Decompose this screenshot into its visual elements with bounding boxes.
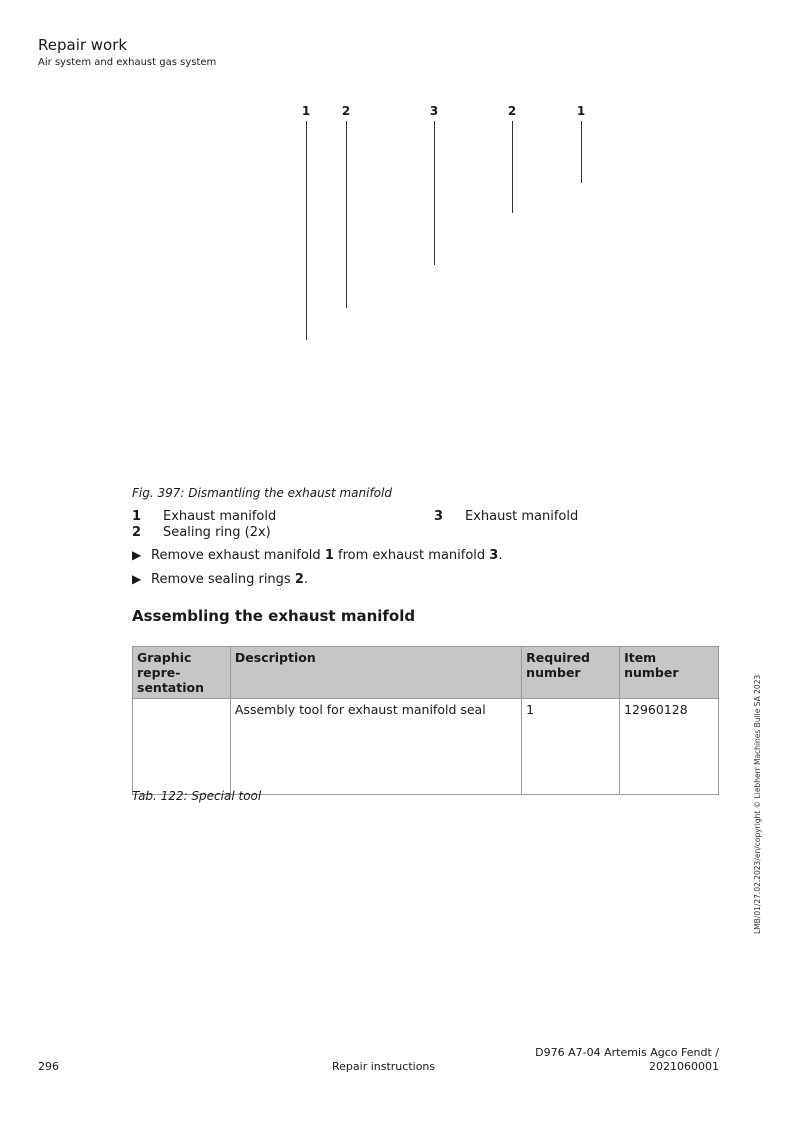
step-text: Remove exhaust manifold xyxy=(151,548,325,563)
table-caption: Tab. 122: Special tool xyxy=(132,789,262,803)
footer-document-id: D976 A7-04 Artemis Agco Fendt / xyxy=(535,1046,719,1059)
side-copyright: LMB/01/27.02.2023/en/copyright © Liebherr Machines Bulle SA 2023 xyxy=(753,674,762,934)
table-cell-description: Assembly tool for exhaust manifold seal xyxy=(230,699,521,795)
footer-document-number: 2021060001 xyxy=(649,1060,719,1073)
figure-caption: Fig. 397: Dismantling the exhaust manifold xyxy=(132,486,392,500)
legend-number: 3 xyxy=(434,509,444,524)
legend-text: Sealing ring (2x) xyxy=(163,525,271,540)
callout-number: 2 xyxy=(341,104,351,118)
callout-line xyxy=(434,121,435,265)
legend-text: Exhaust manifold xyxy=(163,509,277,524)
page-header-title: Repair work xyxy=(38,36,128,54)
table-cell-item-number: 12960128 xyxy=(620,699,719,795)
legend-number: 1 xyxy=(132,509,142,524)
table-cell-graphic xyxy=(133,699,231,795)
callout-line xyxy=(346,121,347,308)
callout-number: 1 xyxy=(576,104,586,118)
column-header: Required number xyxy=(522,647,620,699)
special-tool-table xyxy=(132,646,719,795)
callout-line xyxy=(581,121,582,183)
legend-number: 2 xyxy=(132,525,142,540)
step-text: from exhaust manifold xyxy=(333,548,490,563)
step-text: Remove sealing rings xyxy=(151,572,295,587)
instruction-step xyxy=(132,548,502,563)
callout-number: 2 xyxy=(507,104,517,118)
table-cell-required-number: 1 xyxy=(522,699,620,795)
column-header: Description xyxy=(230,647,521,699)
table-header-row xyxy=(133,647,719,699)
section-heading: Assembling the exhaust manifold xyxy=(132,607,416,625)
step-text: . xyxy=(303,572,309,587)
callout-number: 1 xyxy=(301,104,311,118)
callout-number: 3 xyxy=(429,104,439,118)
callout-line xyxy=(512,121,513,213)
page-header-subtitle: Air system and exhaust gas system xyxy=(38,57,217,68)
step-arrow-icon: ▶ xyxy=(132,548,142,562)
step-arrow-icon: ▶ xyxy=(132,572,142,586)
callout-line xyxy=(306,121,307,340)
footer-center: Repair instructions xyxy=(332,1060,436,1073)
table-row xyxy=(133,699,719,795)
page-number: 296 xyxy=(38,1060,59,1073)
step-ref: 2 xyxy=(294,572,304,587)
instruction-step xyxy=(132,572,308,587)
step-ref: 3 xyxy=(489,548,499,563)
step-ref: 1 xyxy=(324,548,334,563)
step-text: . xyxy=(498,548,503,563)
legend-text: Exhaust manifold xyxy=(465,509,579,524)
column-header: Graphic repre- sentation xyxy=(133,647,231,699)
column-header: Item number xyxy=(620,647,719,699)
